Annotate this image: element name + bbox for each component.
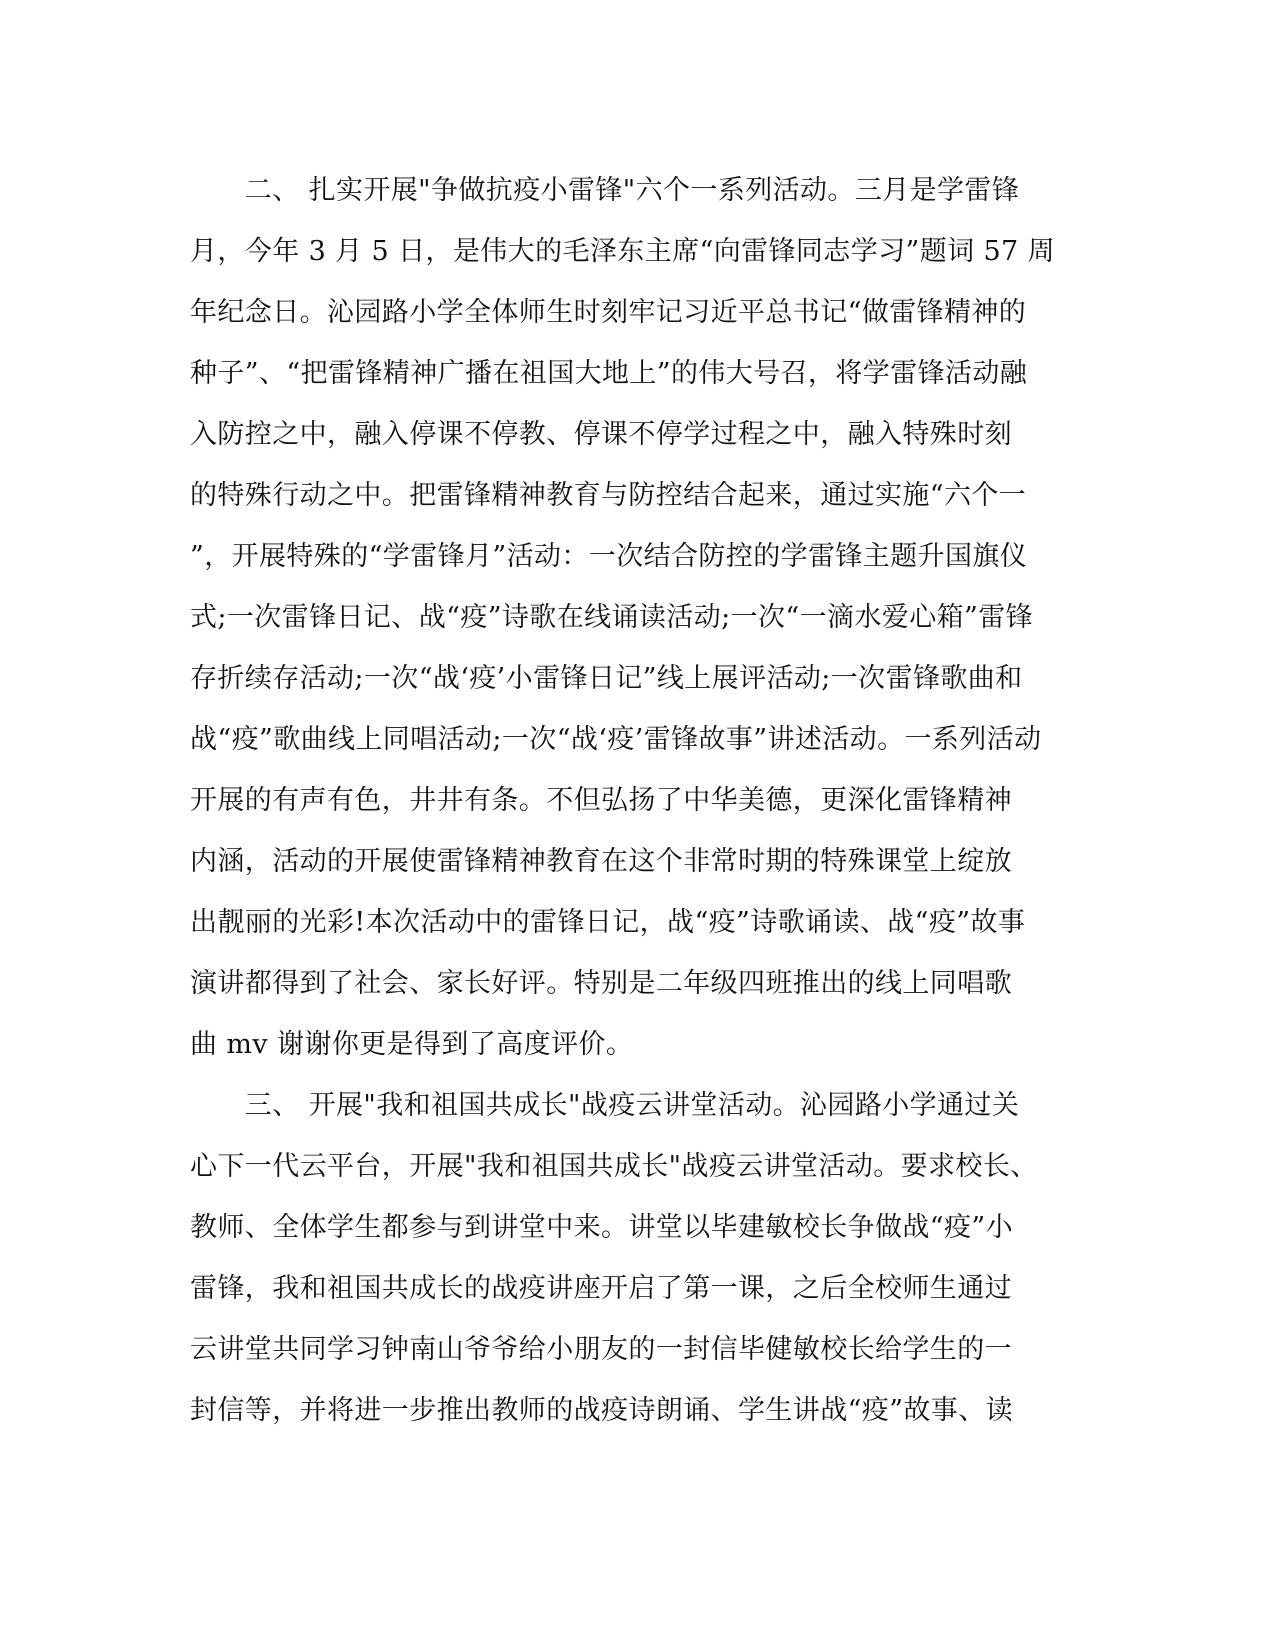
text-line: 演讲都得到了社会、家长好评。特别是二年级四班推出的线上同唱歌 [190,968,1012,999]
text-line: 月，今年 3 月 5 日，是伟大的毛泽东主席“向雷锋同志学习”题词 57 周 [190,236,1056,267]
text-line: 种子”、“把雷锋精神广播在祖国大地上”的伟大号召，将学雷锋活动融 [190,358,1028,389]
text-line: 式;一次雷锋日记、战“疫”诗歌在线诵读活动;一次“一滴水爱心箱”雷锋 [190,602,1034,633]
text-line: 心下一代云平台，开展"我和祖国共成长"战疫云讲堂活动。要求校长、 [190,1151,1038,1182]
text-line: 存折续存活动;一次“战‘疫’小雷锋日记”线上展评活动;一次雷锋歌曲和 [190,663,1023,694]
text-line: 二、 扎实开展"争做抗疫小雷锋"六个一系列活动。三月是学雷锋 [190,175,1020,206]
text-line: 出靓丽的光彩!本次活动中的雷锋日记，战“疫”诗歌诵读、战“疫”故事 [190,907,1026,938]
text-line: 云讲堂共同学习钟南山爷爷给小朋友的一封信毕健敏校长给学生的一 [190,1334,1012,1365]
text-line: 的特殊行动之中。把雷锋精神教育与防控结合起来，通过实施“六个一 [190,480,1027,511]
text-line: 入防控之中，融入停课不停教、停课不停学过程之中，融入特殊时刻 [190,419,1012,450]
paragraph-2-lei-feng-activities [190,160,1070,1075]
paragraph-3-cloud-classroom [190,1075,1070,1441]
text-line: 内涵，活动的开展使雷锋精神教育在这个非常时期的特殊课堂上绽放 [190,846,1012,877]
document-body [190,160,1070,1441]
text-line: 雷锋，我和祖国共成长的战疫讲座开启了第一课，之后全校师生通过 [190,1273,1012,1304]
text-line: 封信等，并将进一步推出教师的战疫诗朗诵、学生讲战“疫”故事、读 [190,1395,1014,1426]
text-line: ”，开展特殊的“学雷锋月”活动：一次结合防控的学雷锋主题升国旗仪 [190,541,1028,572]
text-line: 战“疫”歌曲线上同唱活动;一次“战‘疫’雷锋故事”讲述活动。一系列活动 [190,724,1042,755]
text-line: 年纪念日。沁园路小学全体师生时刻牢记习近平总书记“做雷锋精神的 [190,297,1027,328]
text-line: 曲 mv 谢谢你更是得到了高度评价。 [190,1029,634,1060]
text-line: 教师、全体学生都参与到讲堂中来。讲堂以毕建敏校长争做战“疫”小 [190,1212,1014,1243]
text-line: 开展的有声有色，井井有条。不但弘扬了中华美德，更深化雷锋精神 [190,785,1012,816]
text-line: 三、 开展"我和祖国共成长"战疫云讲堂活动。沁园路小学通过关 [190,1090,1020,1121]
